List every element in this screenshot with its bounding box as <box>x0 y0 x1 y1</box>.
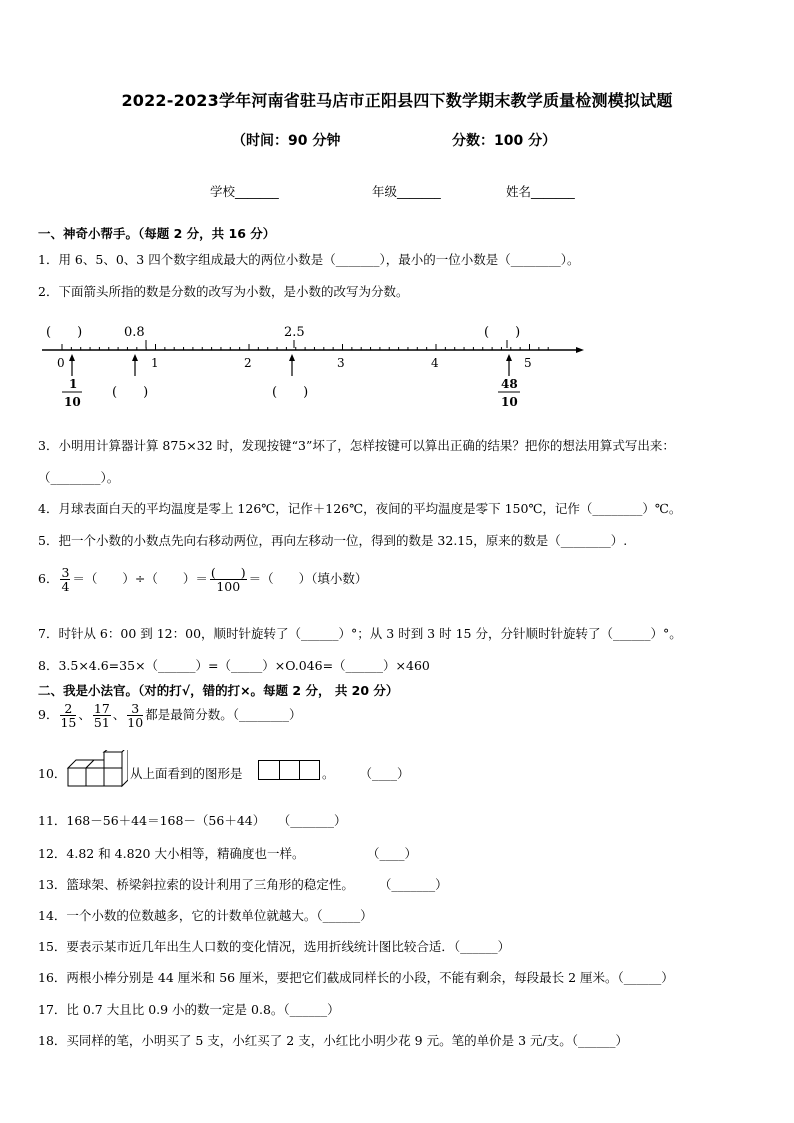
nl-top-label-2.5: 2.5 <box>284 325 305 340</box>
nl-tick-5: 5 <box>524 356 532 370</box>
question-9: 9． $\frac{2}{15}$ 、 $\frac{17}{51}$ 、 $\frac{3}{10}$ 都是最简分数。（________） <box>38 701 302 731</box>
question-7: 7．时针从 6：00 到 12：00，顺时针旋转了（______）°；从 3 时到 3 时 15 分，分针顺时针旋转了（______）°。 <box>38 626 682 641</box>
q9-fraction-2: $\frac{17}{51}$ <box>93 701 110 731</box>
question-1: 1．用 6、5、0、3 四个数字组成最大的两位小数是（_______），最小的一位小数是（________）。 <box>38 252 580 267</box>
nl-tick-1: 1 <box>151 356 159 370</box>
question-2: 2．下面箭头所指的数是分数的改写为小数，是小数的改写为分数。 <box>38 284 409 299</box>
question-13: 13．篮球架、桥梁斜拉索的设计利用了三角形的稳定性。 （_______） <box>38 877 448 892</box>
question-15: 15．要表示某市近几年出生人口数的变化情况，选用折线统计图比较合适．（______） <box>38 939 511 954</box>
q6-prefix: 6． <box>38 571 59 587</box>
question-14: 14．一个小数的位数越多，它的计数单位就越大。（______） <box>38 908 373 923</box>
nl-top-label-0.8: 0.8 <box>124 325 145 340</box>
nl-frac1-den: 10 <box>64 395 81 409</box>
question-11: 11．168－56＋44＝168－（56＋44） （_______） <box>38 813 347 828</box>
q6-fraction-100: $\frac{( )}{100}$ <box>210 565 246 595</box>
q9-fraction-1: $\frac{2}{15}$ <box>60 701 77 731</box>
question-17: 17．比 0.7 大且比 0.9 小的数一定是 0.8。（______） <box>38 1002 340 1017</box>
question-3-blank[interactable]: （________）。 <box>38 470 120 485</box>
question-12: 12．4.82 和 4.820 大小相等，精确度也一样。 （____） <box>38 846 417 861</box>
question-8: 8．3.5×4.6=35×（______）=（_____）×O.046=（______）×460 <box>38 658 430 673</box>
nl-tick-3: 3 <box>337 356 345 370</box>
cube-stack-figure <box>66 750 128 788</box>
nl-frac2-den: 10 <box>501 395 518 409</box>
question-10: 10． 从上面看到的图形是 。 （____） <box>38 750 66 790</box>
nl-minor-ticks <box>62 344 548 350</box>
nl-tick-2: 2 <box>244 356 252 370</box>
question-3: 3．小明用计算器计算 875×32 时，发现按键“3”坏了，怎样按键可以算出正确的结果？把你的想法用算式写出来： <box>38 438 675 453</box>
section-1-heading: 一、神奇小帮手。（每题 2 分，共 16 分） <box>38 226 276 241</box>
section-2-heading: 二、我是小法官。（对的打√，错的打×。每题 2 分， 共 20 分） <box>38 683 399 698</box>
question-5: 5．把一个小数的小数点先向右移动两位，再向左移动一位，得到的数是 32.15，原来的数是（________）. <box>38 533 628 548</box>
question-16: 16．两根小棒分别是 44 厘米和 56 厘米，要把它们截成同样长的小段，不能有剩余，每段最长 2 厘米。（______） <box>38 970 674 985</box>
q9-fraction-3: $\frac{3}{10}$ <box>127 701 144 731</box>
nl-tick-0: 0 <box>57 356 65 370</box>
question-18: 18．买同样的笔，小明买了 5 支，小红买了 2 支，小红比小明少花 9 元。笔的单价是 3 元/支。（______） <box>38 1033 628 1048</box>
nl-tick-4: 4 <box>431 356 439 370</box>
school-field[interactable]: 学校_______ <box>210 184 279 199</box>
nl-frac2-num: 48 <box>501 377 518 391</box>
page-title: 2022-2023学年河南省驻马店市正阳县四下数学期末教学质量检测模拟试题 <box>121 91 673 110</box>
q6-end: ＝（ ）（填小数） <box>248 571 368 587</box>
q6-fraction: $\frac{3}{4}$ <box>61 565 70 595</box>
nl-top-blank-2[interactable]: ( ) <box>484 325 521 340</box>
grade-field[interactable]: 年级_______ <box>372 184 441 199</box>
q10-middle-text: 从上面看到的图形是 <box>130 766 243 781</box>
q10-top-view-figure <box>258 760 320 780</box>
question-6 <box>38 566 367 593</box>
number-line <box>36 318 592 412</box>
nl-top-blank-1[interactable]: ( ) <box>46 325 83 340</box>
exam-time: （时间：90 分钟 <box>232 133 341 149</box>
q6-middle: ＝（ ）÷（ ）＝ <box>72 571 208 587</box>
nl-frac1-num: 1 <box>69 377 78 391</box>
nl-bottom-blank-2[interactable]: ( ) <box>272 385 309 400</box>
name-field[interactable]: 姓名_______ <box>506 184 575 199</box>
nl-bottom-blank-1[interactable]: ( ) <box>112 385 149 400</box>
q10-end: 。 （____） <box>322 766 410 781</box>
question-4: 4．月球表面白天的平均温度是零上 126℃，记作＋126℃，夜间的平均温度是零下 150℃，记作（________）℃。 <box>38 501 682 516</box>
exam-score: 分数：100 分） <box>452 133 557 149</box>
nl-arrowhead <box>576 347 584 353</box>
